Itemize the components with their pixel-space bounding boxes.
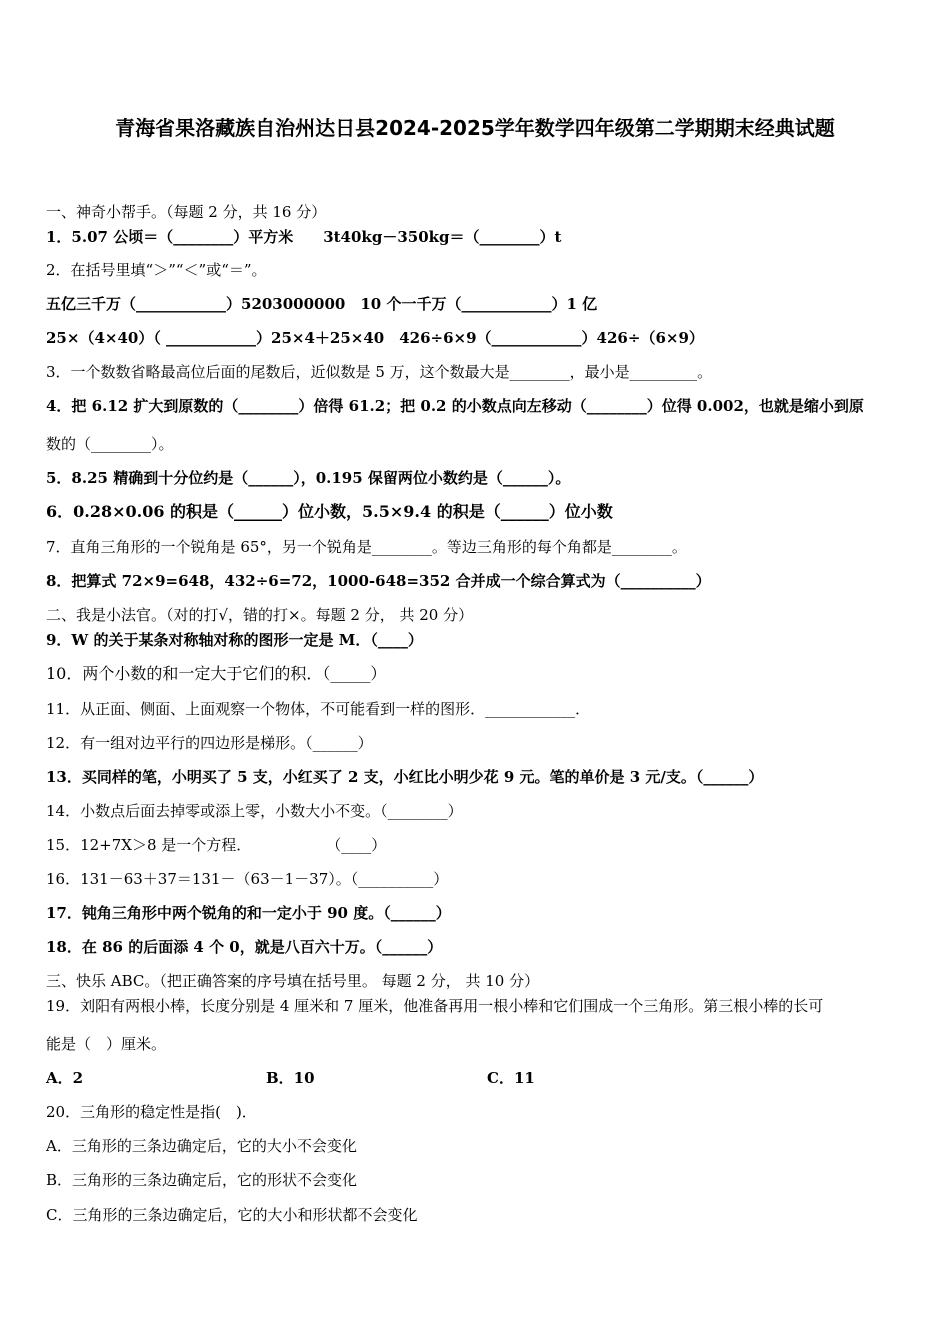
question-2: 2．在括号里填“＞”“＜”或“＝”。 (46, 261, 267, 279)
question-12: 12．有一组对边平行的四边形是梯形。（______） (46, 734, 373, 752)
question-9: 9．W 的关于某条对称轴对称的图形一定是 M．（____） (46, 631, 423, 649)
q19-option-b: B．10 (266, 1069, 315, 1087)
q20-option-c: C．三角形的三条边确定后，它的大小和形状都不会变化 (46, 1206, 418, 1224)
q20-option-a: A．三角形的三条边确定后，它的大小不会变化 (46, 1137, 357, 1155)
question-17: 17．钝角三角形中两个锐角的和一定小于 90 度。（______） (46, 904, 451, 922)
question-13: 13．买同样的笔，小明买了 5 支，小红买了 2 支，小红比小明少花 9 元。笔的单价是 3 元/支。（______） (46, 768, 764, 786)
question-6: 6．0.28×0.06 的积是（______）位小数，5.5×9.4 的积是（______）位小数 (46, 502, 613, 521)
question-7: 7．直角三角形的一个锐角是 65°，另一个锐角是________。等边三角形的每个角都是________。 (46, 538, 687, 556)
q19-option-c: C．11 (487, 1069, 535, 1087)
q19-option-a: A．2 (46, 1069, 84, 1087)
question-11: 11．从正面、侧面、上面观察一个物体，不可能看到一样的图形．____________． (46, 700, 591, 718)
question-8: 8．把算式 72×9=648，432÷6=72，1000-648=352 合并成一个综合算式为（__________） (46, 572, 711, 590)
section-3-heading: 三、快乐 ABC。（把正确答案的序号填在括号里。 每题 2 分， 共 10 分） (46, 972, 540, 990)
question-19-line-1: 19．刘阳有两根小棒，长度分别是 4 厘米和 7 厘米，他准备再用一根小棒和它们围成一个三角形。第三根小棒的长可 (46, 997, 824, 1015)
question-2-row-1: 五亿三千万（____________）5203000000 10 个一千万（____________）1 亿 (46, 295, 598, 313)
document-title: 青海省果洛藏族自治州达日县2024-2025学年数学四年级第二学期期末经典试题 (115, 116, 835, 140)
question-16: 16．131－63＋37＝131－（63－1－37）。（__________） (46, 870, 449, 888)
question-3: 3．一个数数省略最高位后面的尾数后，近似数是 5 万，这个数最大是________，最小是_________。 (46, 363, 713, 381)
question-2-row-2: 25×（4×40）（ ____________）25×4＋25×40 426÷6×9（____________）426÷（6×9） (46, 329, 704, 347)
question-10: 10．两个小数的和一定大于它们的积．（_____） (46, 664, 387, 683)
q20-option-b: B．三角形的三条边确定后，它的形状不会变化 (46, 1171, 358, 1189)
question-5: 5．8.25 精确到十分位约是（______），0.195 保留两位小数约是（______）。 (46, 469, 571, 487)
question-18: 18．在 86 的后面添 4 个 0，就是八百六十万。（______） (46, 938, 443, 956)
question-19-line-2: 能是（ ）厘米。 (46, 1035, 167, 1053)
question-20: 20．三角形的稳定性是指( )． (46, 1103, 257, 1121)
section-2-heading: 二、我是小法官。（对的打√，错的打×。每题 2 分， 共 20 分） (46, 606, 474, 624)
question-4-line-1: 4．把 6.12 扩大到原数的（________）倍得 61.2；把 0.2 的小数点向左移动（________）位得 0.002，也就是缩小到原 (46, 397, 864, 415)
question-4-line-2: 数的（________）。 (46, 435, 174, 453)
question-14: 14．小数点后面去掉零或添上零，小数大小不变。（________） (46, 802, 463, 820)
question-1: 1．5.07 公顷＝（________）平方米 3t40kg－350kg＝（________）t (46, 228, 562, 246)
section-1-heading: 一、神奇小帮手。（每题 2 分，共 16 分） (46, 203, 327, 221)
question-15: 15．12+7X＞8 是一个方程． （____） (46, 836, 387, 854)
